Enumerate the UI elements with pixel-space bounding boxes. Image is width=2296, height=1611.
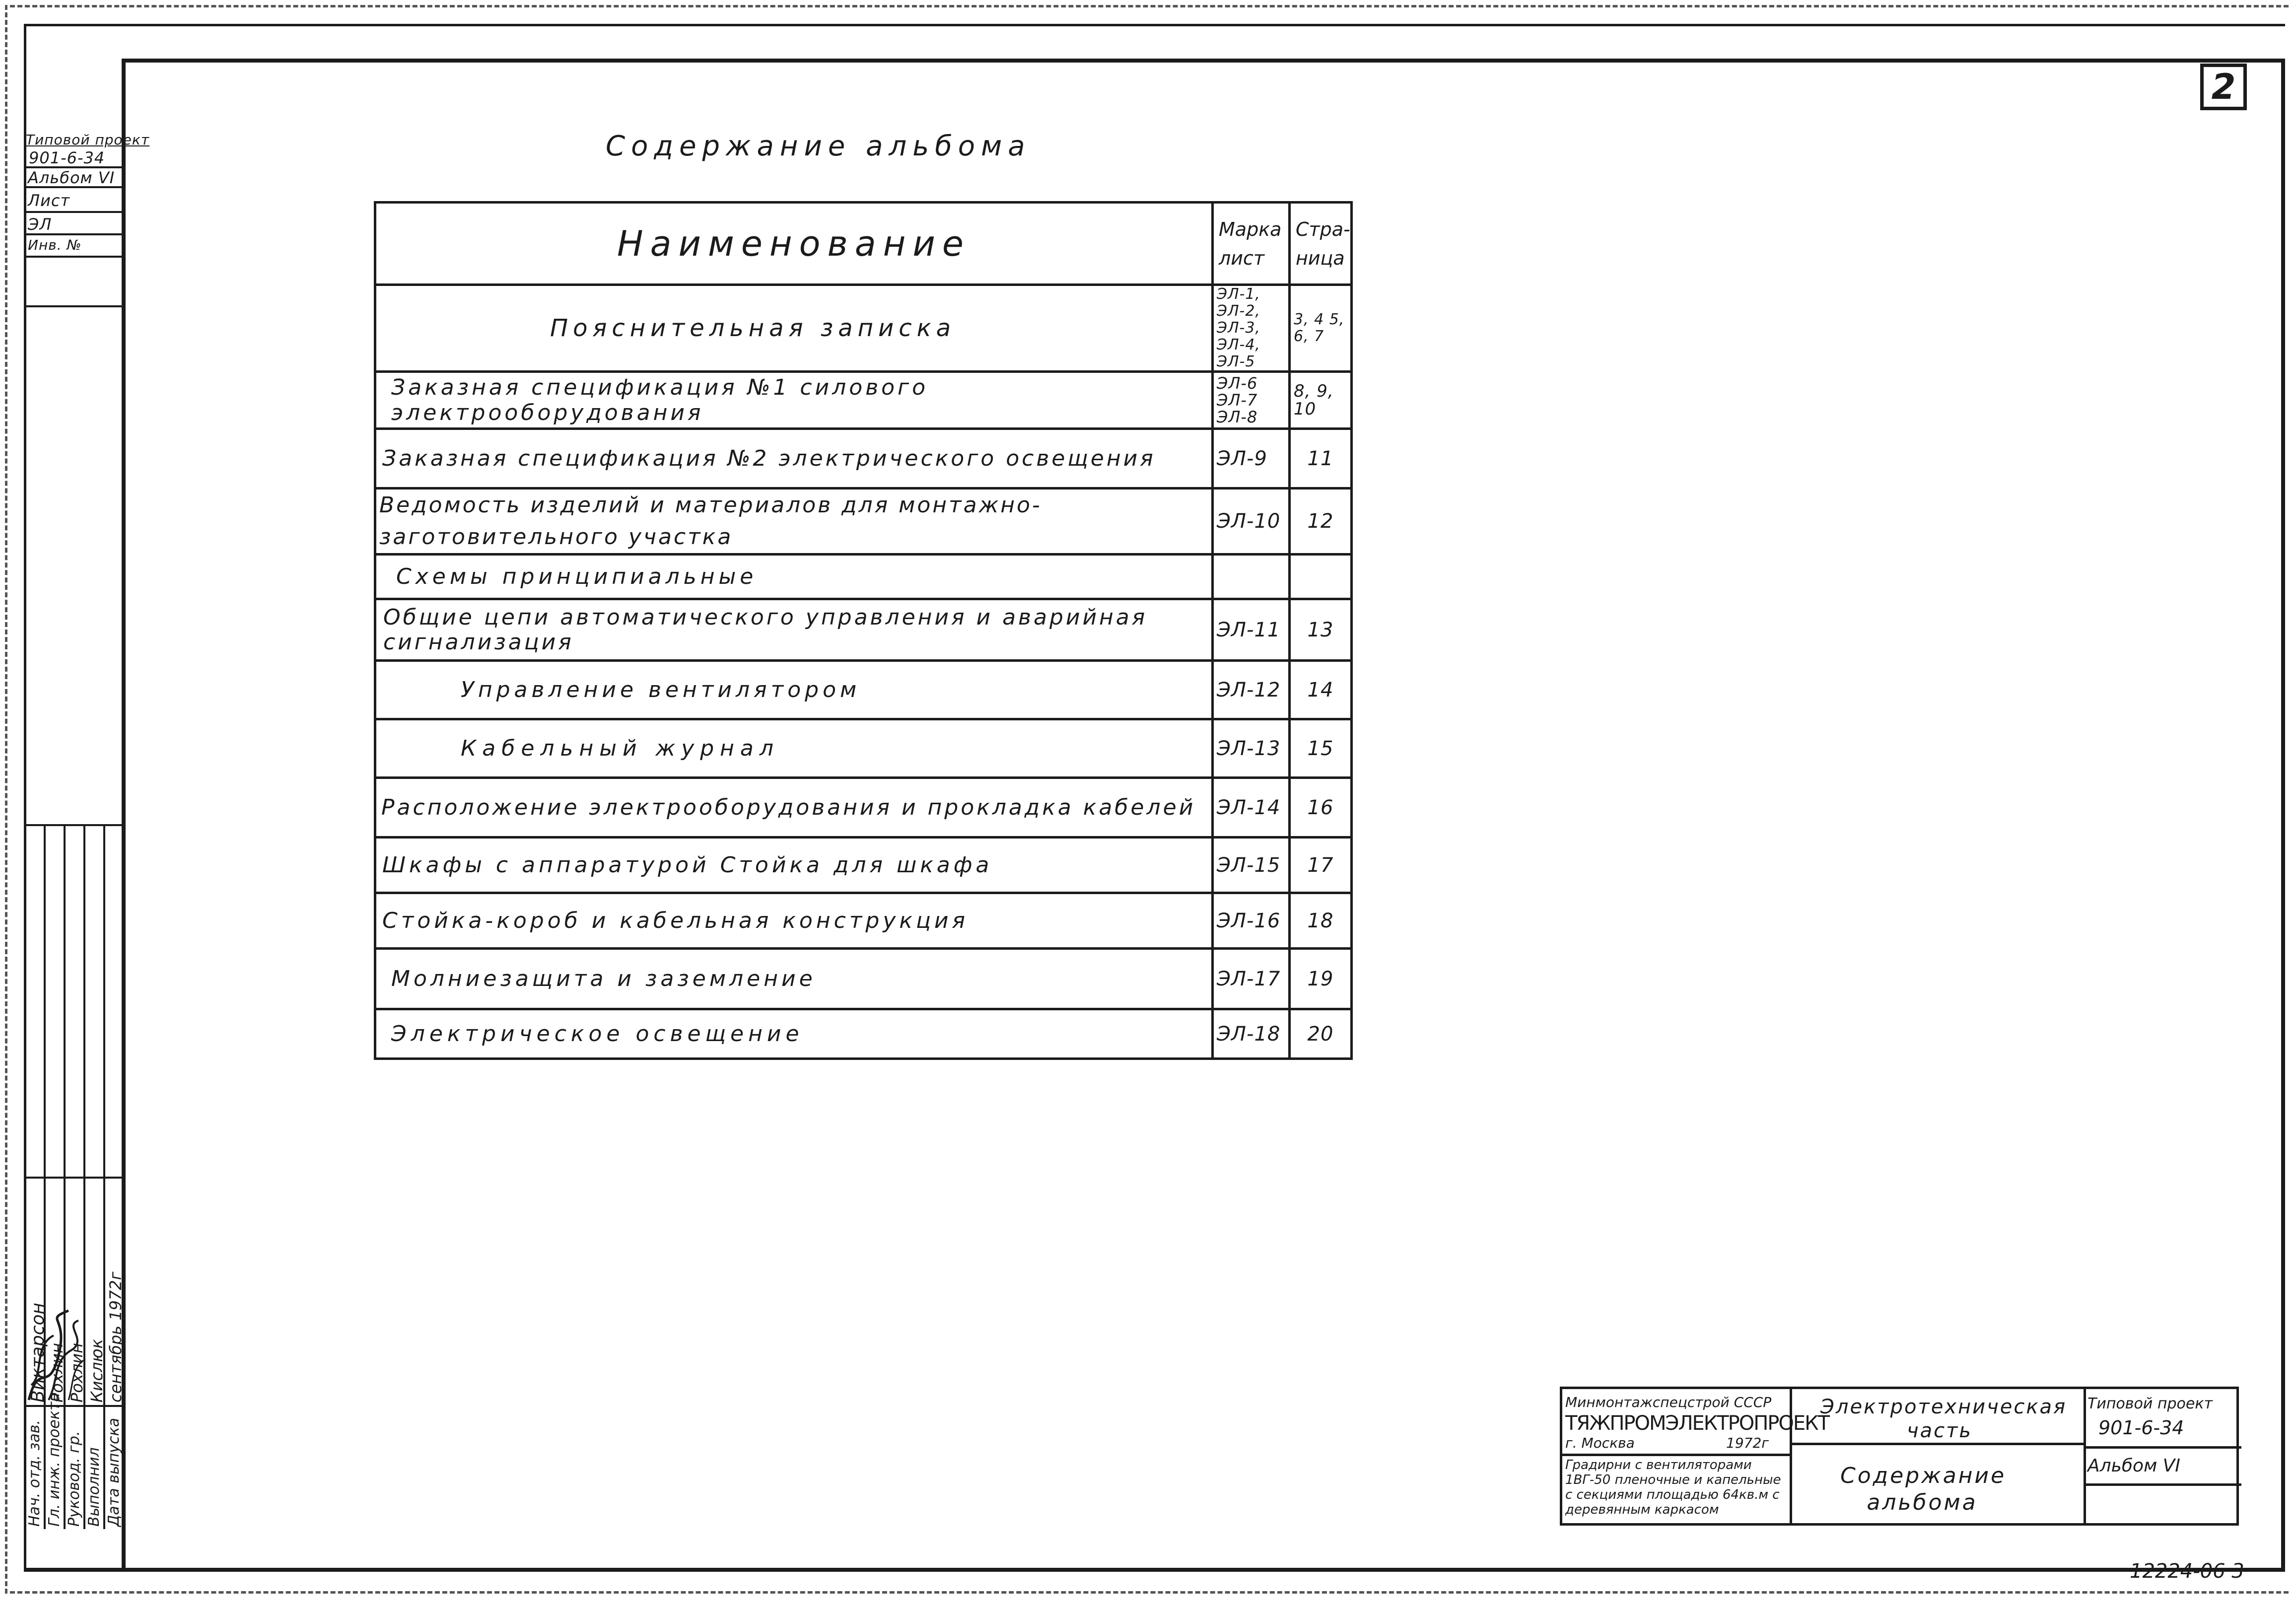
sig-role-3: Руковод. гр. [66,1431,83,1527]
table-header-row [375,203,1352,285]
left-margin-stamp [24,127,150,310]
row-page: 18 [1290,893,1352,949]
row-page: 20 [1290,1009,1352,1059]
table-row [375,661,1352,719]
margin-sheet-value: ЭЛ [28,215,52,234]
signature-scribbles [24,1301,88,1410]
sig-name-3: Рохлин [68,1343,86,1402]
row-name: Шкафы с аппаратурой Стойка для шкафа [375,838,1213,893]
margin-project-label: Типовой проект [26,132,150,148]
row-code: ЭЛ-6 ЭЛ-7 ЭЛ-8 [1213,372,1290,429]
table-row [375,489,1352,555]
row-page: 13 [1290,599,1352,661]
frame-bottom [24,1568,2285,1572]
row-code: ЭЛ-14 [1213,778,1290,838]
row-name: Пояснительная записка [375,285,1213,372]
title-block [1560,1387,2239,1526]
row-name: Заказная спецификация №1 силового электрооборудования [375,372,1213,429]
frame-top [122,59,2284,63]
table-row [375,893,1352,949]
tb-institute: ТЯЖПРОМЭЛЕКТРОПРОЕКТ [1565,1412,1829,1435]
tb-project-number: 901-6-34 [2098,1417,2184,1439]
row-code: ЭЛ-11 [1213,599,1290,661]
tb-ministry: Минмонтажспецстрой СССР [1565,1394,1772,1410]
table-row [375,555,1352,599]
row-name: Управление вентилятором [375,661,1213,719]
row-name: Расположение электрооборудования и прокладка кабелей [375,778,1213,838]
tb-sheet-title: Содержание альбома [1840,1463,2007,1515]
frame-right [2281,59,2285,1572]
row-page: 15 [1290,719,1352,778]
row-name: Электрическое освещение [375,1009,1213,1059]
sig-name-1: Виктарсон [28,1302,48,1402]
sig-role-4: Выполнил [85,1447,103,1527]
table-row [375,1009,1352,1059]
tb-project-label: Типовой проект [2087,1395,2213,1412]
sig-role-2: Гл. инж. проекта [46,1393,63,1527]
tb-year: 1972г [1726,1435,1769,1451]
row-code [1213,555,1290,599]
margin-album: Альбом VI [28,168,115,187]
row-name: Общие цепи автоматического управления и аварийная сигнализация [375,599,1213,661]
table-row [375,285,1352,372]
table-row [375,372,1352,429]
left-cut-line [5,5,7,1594]
row-page: 19 [1290,949,1352,1009]
margin-inv-label: Инв. № [28,237,82,253]
table-row [375,429,1352,489]
row-name: Схемы принципиальные [375,555,1213,599]
row-page: 12 [1290,489,1352,555]
row-name: Стойка-короб и кабельная конструкция [375,893,1213,949]
row-code: ЭЛ-13 [1213,719,1290,778]
table-row [375,599,1352,661]
header-name: Наименование [375,203,1213,285]
sig-role-5: Дата выпуска [105,1418,123,1527]
row-name: Молниезащита и заземление [375,949,1213,1009]
row-name: Ведомость изделий и материалов для монтажно-заготовительного участка [375,489,1213,555]
row-page [1290,555,1352,599]
table-row [375,838,1352,893]
top-cut-line [10,5,2289,7]
row-name: Заказная спецификация №2 электрического освещения [375,429,1213,489]
row-code: ЭЛ-12 [1213,661,1290,719]
margin-sheet-label: Лист [28,191,70,210]
tb-album: Альбом VI [2087,1456,2180,1476]
header-page: Стра- ница [1290,203,1352,285]
row-page: 14 [1290,661,1352,719]
row-code: ЭЛ-16 [1213,893,1290,949]
sig-name-4: Кислюк [87,1339,106,1402]
sig-name-2: Рохлин [48,1343,67,1402]
header-mark: Марка лист [1213,203,1290,285]
contents-table [374,201,1353,1060]
tb-part: Электротехническая часть [1820,1396,2067,1442]
row-code: ЭЛ-18 [1213,1009,1290,1059]
table-row [375,719,1352,778]
row-page: 11 [1290,429,1352,489]
signature-strip [24,824,125,1529]
sig-date: сентябрь 1972г [106,1271,125,1402]
margin-project-number: 901-6-34 [29,148,105,167]
row-code: ЭЛ-9 [1213,429,1290,489]
row-page: 16 [1290,778,1352,838]
row-name: Кабельный журнал [375,719,1213,778]
table-row [375,949,1352,1009]
row-code: ЭЛ-17 [1213,949,1290,1009]
row-code: ЭЛ-15 [1213,838,1290,893]
sheet-number: 2 [2200,64,2247,110]
row-page: 8, 9, 10 [1290,372,1352,429]
bottom-cut-line [10,1591,2289,1594]
row-code: ЭЛ-10 [1213,489,1290,555]
tb-city: г. Москва [1565,1435,1635,1451]
tb-object-desc: Градирни с вентиляторами 1ВГ-50 пленочные и капельные с секциями площадью 64кв.м с деревянным каркасом [1565,1458,1781,1517]
archive-number: 12224-06 3 [2130,1560,2244,1583]
table-row [375,778,1352,838]
row-page: 3, 4 5, 6, 7 [1290,285,1352,372]
row-page: 17 [1290,838,1352,893]
sig-role-1: Нач. отд. зав. [26,1420,43,1527]
page-title: Содержание альбома [606,130,1031,162]
row-code: ЭЛ-1, ЭЛ-2, ЭЛ-3, ЭЛ-4, ЭЛ-5 [1213,285,1290,372]
frame-top-thin [24,24,2285,26]
